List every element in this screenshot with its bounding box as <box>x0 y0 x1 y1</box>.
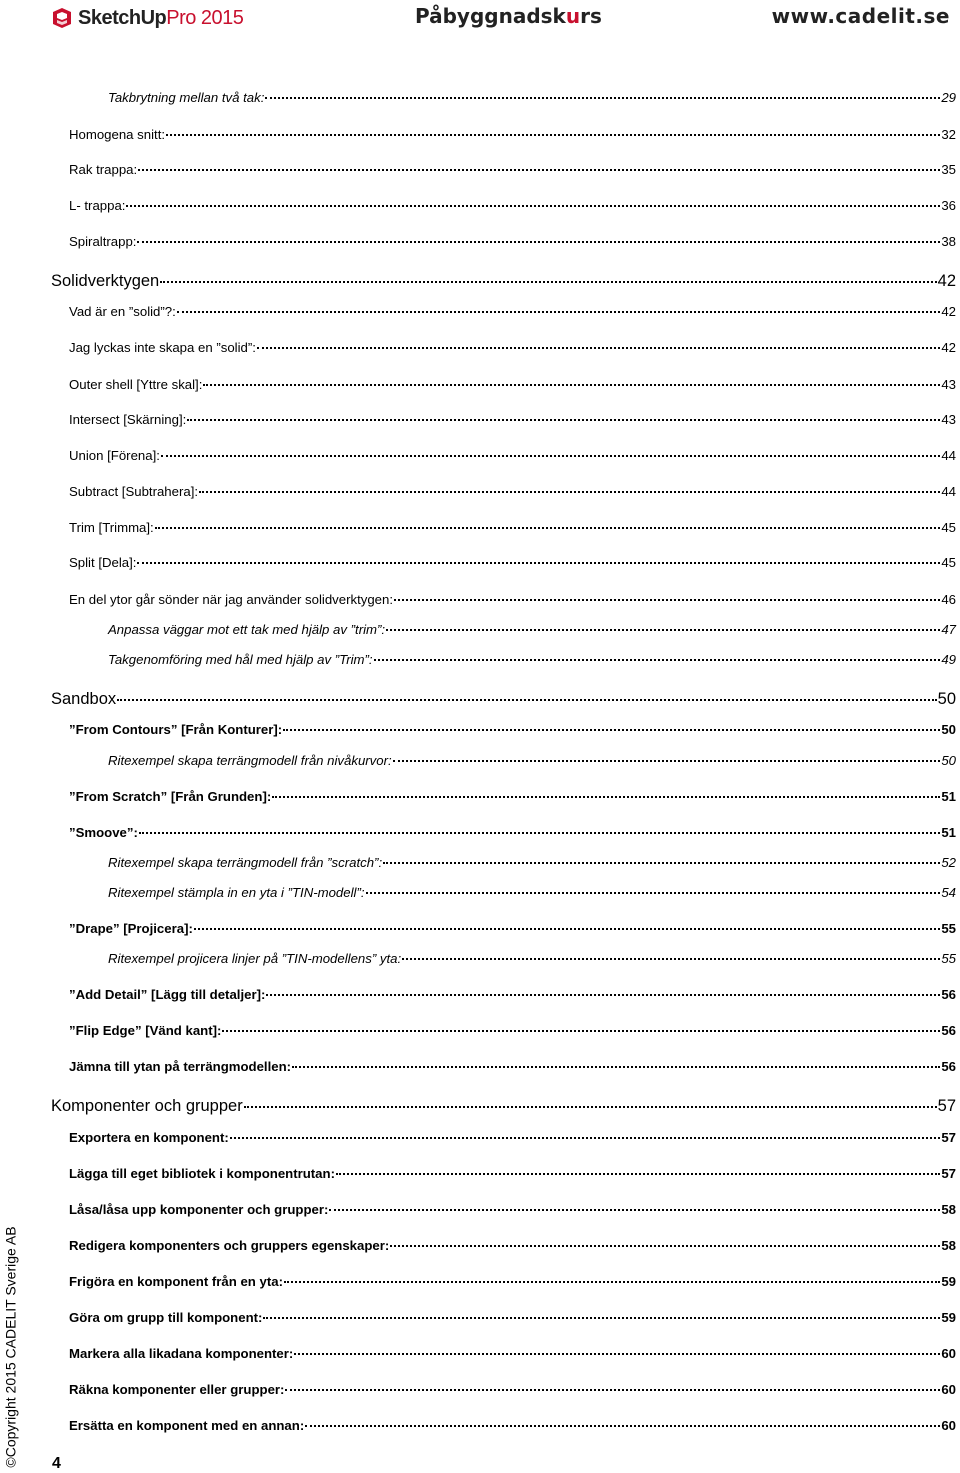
toc-entry-page: 56 <box>941 1059 956 1074</box>
toc-dot-leader <box>187 419 940 421</box>
toc-dot-leader <box>166 134 940 136</box>
toc-entry-title: Markera alla likadana komponenter: <box>69 1346 294 1361</box>
toc-dot-leader <box>374 659 941 661</box>
toc-entry[interactable] <box>69 340 956 355</box>
toc-dot-leader <box>366 892 941 894</box>
toc-entry-title: Lägga till eget bibliotek i komponentrutan: <box>69 1166 335 1181</box>
toc-entry-title: Homogena snitt: <box>69 127 166 142</box>
toc-entry-page: 38 <box>941 234 956 249</box>
toc-dot-leader <box>266 994 940 996</box>
toc-entry[interactable] <box>69 484 956 499</box>
sketchup-logo-icon <box>50 6 74 30</box>
toc-dot-leader <box>336 1173 940 1175</box>
toc-entry-page: 46 <box>941 592 956 607</box>
toc-entry-page: 57 <box>941 1166 956 1181</box>
toc-entry[interactable] <box>69 520 956 535</box>
website-url: www.cadelit.se <box>771 4 950 28</box>
toc-entry[interactable] <box>69 921 956 936</box>
toc-dot-leader <box>177 311 941 313</box>
toc-entry[interactable] <box>69 1130 956 1145</box>
toc-entry[interactable] <box>69 1310 956 1325</box>
page-number: 4 <box>52 1455 61 1472</box>
toc-entry-page: 60 <box>941 1346 956 1361</box>
toc-entry-title: Anpassa väggar mot ett tak med hjälp av ”trim”: <box>108 622 386 637</box>
page-header <box>0 0 960 40</box>
toc-dot-leader <box>263 1317 940 1319</box>
toc-entry-title: Takbrytning mellan två tak: <box>108 90 265 105</box>
toc-entry-page: 60 <box>941 1382 956 1397</box>
toc-entry-title: Sandbox <box>51 690 117 708</box>
toc-entry-title: Vad är en ”solid”?: <box>69 304 176 319</box>
toc-entry-page: 43 <box>941 377 956 392</box>
toc-entry-title: Takgenomföring med hål med hjälp av ”Trim”: <box>108 652 373 667</box>
toc-dot-leader <box>222 1030 940 1032</box>
toc-dot-leader <box>272 796 940 798</box>
toc-entry-page: 58 <box>941 1202 956 1217</box>
toc-entry[interactable] <box>69 304 956 319</box>
course-title-accent: u <box>565 4 581 28</box>
toc-entry-title: Låsa/låsa upp komponenter och grupper: <box>69 1202 329 1217</box>
toc-entry-title: ”Add Detail” [Lägg till detaljer]: <box>69 987 266 1002</box>
toc-entry-title: Split [Dela]: <box>69 555 137 570</box>
toc-entry[interactable] <box>69 448 956 463</box>
toc-dot-leader <box>117 699 937 701</box>
toc-dot-leader <box>329 1209 940 1211</box>
toc-dot-leader <box>284 1281 940 1283</box>
toc-entry-page: 42 <box>937 272 956 290</box>
toc-dot-leader <box>283 729 940 731</box>
toc-entry-page: 57 <box>941 1130 956 1145</box>
toc-entry-page: 58 <box>941 1238 956 1253</box>
toc-entry-page: 57 <box>937 1097 956 1115</box>
toc-entry[interactable] <box>69 1274 956 1289</box>
toc-entry-title: Spiraltrapp: <box>69 234 137 249</box>
toc-entry[interactable] <box>69 555 956 570</box>
toc-entry-page: 56 <box>941 987 956 1002</box>
toc-entry-page: 45 <box>941 520 956 535</box>
toc-entry[interactable] <box>69 722 956 737</box>
toc-entry-page: 44 <box>941 484 956 499</box>
toc-entry-title: Trim [Trimma]: <box>69 520 154 535</box>
toc-entry-page: 43 <box>941 412 956 427</box>
toc-dot-leader <box>194 928 940 930</box>
toc-entry-page: 50 <box>941 753 956 768</box>
toc-entry-page: 29 <box>941 90 956 105</box>
toc-entry-title: Solidverktygen <box>51 272 160 290</box>
toc-entry[interactable] <box>69 1418 956 1433</box>
course-title-main: Påbyggnadsk <box>415 4 566 28</box>
toc-entry[interactable] <box>69 127 956 142</box>
toc-dot-leader <box>390 1245 940 1247</box>
logo-pro-text: Pro 2015 <box>166 6 244 29</box>
toc-dot-leader <box>139 832 940 834</box>
toc-entry-title: Frigöra en komponent från en yta: <box>69 1274 283 1289</box>
toc-entry-page: 56 <box>941 1023 956 1038</box>
toc-entry-page: 50 <box>937 690 956 708</box>
toc-entry-page: 49 <box>941 652 956 667</box>
toc-entry[interactable] <box>69 1166 956 1181</box>
toc-entry-title: ”From Contours” [Från Konturer]: <box>69 722 283 737</box>
toc-entry-page: 55 <box>941 921 956 936</box>
toc-dot-leader <box>137 241 940 243</box>
copyright-text: ©Copyright 2015 CADELIT Sverige AB <box>3 1226 19 1468</box>
toc-dot-leader <box>393 760 941 762</box>
toc-entry-title: Jag lyckas inte skapa en ”solid”: <box>69 340 256 355</box>
toc-entry-page: 52 <box>941 855 956 870</box>
toc-entry-page: 44 <box>941 448 956 463</box>
toc-entry-title: Ritexempel skapa terrängmodell från nivåkurvor: <box>108 753 392 768</box>
toc-entry-page: 50 <box>941 722 956 737</box>
toc-entry-title: Intersect [Skärning]: <box>69 412 187 427</box>
toc-entry-page: 42 <box>941 304 956 319</box>
toc-entry[interactable] <box>69 377 956 392</box>
toc-entry-title: Rak trappa: <box>69 162 138 177</box>
logo-sketchup-text: SketchUp <box>78 6 167 29</box>
toc-entry[interactable] <box>108 753 956 768</box>
toc-entry-title: Redigera komponenters och gruppers egenskaper: <box>69 1238 390 1253</box>
toc-entry-page: 54 <box>941 885 956 900</box>
toc-entry-title: L- trappa: <box>69 198 126 213</box>
toc-entry-title: Jämna till ytan på terrängmodellen: <box>69 1059 292 1074</box>
toc-dot-leader <box>126 205 940 207</box>
toc-entry-title: Ritexempel skapa terrängmodell från ”scratch”: <box>108 855 383 870</box>
toc-entry[interactable] <box>69 1202 956 1217</box>
toc-dot-leader <box>203 384 940 386</box>
toc-entry[interactable] <box>51 690 956 709</box>
toc-dot-leader <box>257 347 940 349</box>
toc-entry[interactable] <box>69 825 956 840</box>
toc-dot-leader <box>285 1389 940 1391</box>
toc-dot-leader <box>230 1137 941 1139</box>
toc-entry[interactable] <box>108 951 956 966</box>
toc-entry-title: Outer shell [Yttre skal]: <box>69 377 203 392</box>
copyright-sidebar <box>2 1226 20 1468</box>
toc-entry-page: 45 <box>941 555 956 570</box>
toc-entry-page: 35 <box>941 162 956 177</box>
toc-entry[interactable] <box>69 1238 956 1253</box>
toc-entry[interactable] <box>69 234 956 249</box>
toc-entry-page: 59 <box>941 1310 956 1325</box>
toc-entry-title: ”Flip Edge” [Vänd kant]: <box>69 1023 222 1038</box>
course-title <box>415 4 602 28</box>
toc-entry[interactable] <box>69 198 956 213</box>
toc-entry-page: 42 <box>941 340 956 355</box>
toc-entry[interactable] <box>108 90 956 105</box>
toc-entry-title: ”Drape” [Projicera]: <box>69 921 193 936</box>
toc-entry-title: En del ytor går sönder när jag använder solidverktygen: <box>69 592 394 607</box>
course-title-tail: rs <box>580 4 602 28</box>
toc-entry-title: ”From Scratch” [Från Grunden]: <box>69 789 272 804</box>
toc-entry-page: 51 <box>941 825 956 840</box>
toc-entry-page: 36 <box>941 198 956 213</box>
toc-dot-leader <box>383 862 940 864</box>
toc-entry-title: Union [Förena]: <box>69 448 160 463</box>
toc-entry[interactable] <box>108 855 956 870</box>
toc-dot-leader <box>305 1425 940 1427</box>
toc-entry[interactable] <box>51 272 956 291</box>
toc-dot-leader <box>292 1066 940 1068</box>
toc-dot-leader <box>137 562 940 564</box>
toc-entry-page: 32 <box>941 127 956 142</box>
toc-entry-page: 59 <box>941 1274 956 1289</box>
toc-dot-leader <box>386 629 940 631</box>
toc-entry[interactable] <box>69 789 956 804</box>
toc-entry[interactable] <box>51 1097 956 1116</box>
toc-entry-title: Exportera en komponent: <box>69 1130 229 1145</box>
toc-entry[interactable] <box>69 1059 956 1074</box>
toc-entry[interactable] <box>108 652 956 667</box>
toc-entry-title: Ersätta en komponent med en annan: <box>69 1418 305 1433</box>
toc-entry-title: Subtract [Subtrahera]: <box>69 484 199 499</box>
toc-dot-leader <box>138 169 940 171</box>
toc-entry[interactable] <box>69 1023 956 1038</box>
toc-entry-title: Ritexempel stämpla in en yta i ”TIN-modell”: <box>108 885 365 900</box>
toc-entry[interactable] <box>108 885 956 900</box>
sketchup-logo <box>50 4 243 32</box>
toc-entry[interactable] <box>108 622 956 637</box>
toc-entry[interactable] <box>69 162 956 177</box>
toc-dot-leader <box>160 281 936 283</box>
toc-entry-page: 47 <box>941 622 956 637</box>
toc-entry[interactable] <box>69 1382 956 1397</box>
toc-dot-leader <box>394 599 940 601</box>
toc-entry[interactable] <box>69 987 956 1002</box>
toc-entry-page: 51 <box>941 789 956 804</box>
toc-entry-page: 55 <box>941 951 956 966</box>
toc-dot-leader <box>155 527 941 529</box>
toc-entry-title: Ritexempel projicera linjer på ”TIN-modellens” yta: <box>108 951 402 966</box>
toc-entry[interactable] <box>69 412 956 427</box>
toc-entry[interactable] <box>69 1346 956 1361</box>
toc-dot-leader <box>199 491 940 493</box>
toc-dot-leader <box>265 97 940 99</box>
toc-dot-leader <box>161 455 940 457</box>
toc-dot-leader <box>294 1353 940 1355</box>
toc-entry-title: Göra om grupp till komponent: <box>69 1310 263 1325</box>
toc-entry-title: ”Smoove”: <box>69 825 138 840</box>
toc-entry-title: Räkna komponenter eller grupper: <box>69 1382 285 1397</box>
toc-dot-leader <box>402 958 940 960</box>
toc-entry[interactable] <box>69 592 956 607</box>
toc-dot-leader <box>244 1106 937 1108</box>
toc-entry-page: 60 <box>941 1418 956 1433</box>
toc-entry-title: Komponenter och grupper <box>51 1097 243 1115</box>
